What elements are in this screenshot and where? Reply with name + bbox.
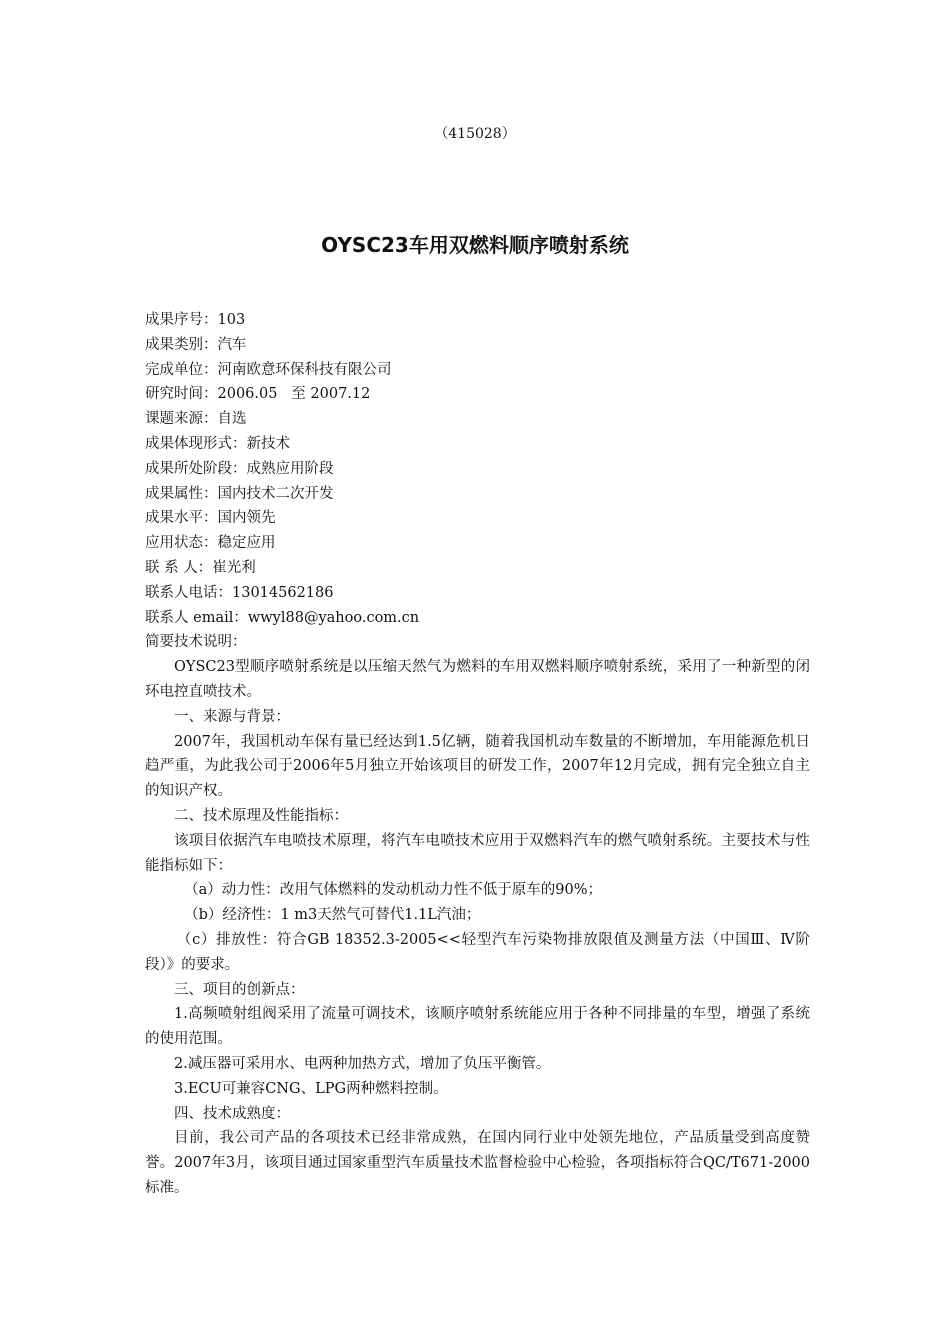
field-project-source: 课题来源：自选 bbox=[145, 411, 247, 428]
field-contact-email: 联系人 email：wwyl88@yahoo.com.cn bbox=[145, 609, 420, 626]
field-contact-phone: 联系人电话：13014562186 bbox=[145, 584, 334, 601]
field-research-period: 研究时间：2006.05 至 2007.12 bbox=[145, 386, 371, 403]
document-body bbox=[145, 308, 810, 1201]
field-organization: 完成单位：河南欧意环保科技有限公司 bbox=[145, 361, 392, 378]
background-paragraph: 2007年，我国机动车保有量已经达到1.5亿辆，随着我国机动车数量的不断增加，车用能源危机日趋严重，为此我公司于2006年5月独立开始该项目的研发工作，2007年12月完成，拥有完全独立自主的知识产权。 bbox=[145, 733, 810, 800]
section-heading-principle: 二、技术原理及性能指标： bbox=[174, 807, 348, 824]
field-brief-description: 简要技术说明： bbox=[145, 634, 247, 651]
principle-paragraph: 该项目依据汽车电喷技术原理，将汽车电喷技术应用于双燃料汽车的燃气喷射系统。主要技术与性能指标如下： bbox=[145, 832, 810, 874]
indicator-power: （a）动力性：改用气体燃料的发动机动力性不低于原车的90%； bbox=[184, 882, 603, 899]
innovation-item-1: 1.高频喷射组阀采用了流量可调技术，该顺序喷射系统能应用于各种不同排量的车型，增强了系统的使用范围。 bbox=[145, 1006, 810, 1048]
field-category: 成果类别：汽车 bbox=[145, 336, 247, 353]
indicator-emission: （c）排放性：符合GB 18352.3-2005<<轻型汽车污染物排放限值及测量方法（中国Ⅲ、Ⅳ阶段）》的要求。 bbox=[145, 931, 810, 973]
field-form: 成果体现形式：新技术 bbox=[145, 435, 290, 452]
field-attribute: 成果属性：国内技术二次开发 bbox=[145, 485, 334, 502]
field-level: 成果水平：国内领先 bbox=[145, 510, 276, 527]
innovation-item-3: 3.ECU可兼容CNG、LPG两种燃料控制。 bbox=[174, 1080, 448, 1097]
maturity-paragraph: 目前，我公司产品的各项技术已经非常成熟，在国内同行业中处领先地位，产品质量受到高度赞誉。2007年3月，该项目通过国家重型汽车质量技术监督检验中心检验，各项指标符合QC/T671-2000标准。 bbox=[145, 1130, 810, 1196]
field-achievement-number: 成果序号：103 bbox=[145, 312, 246, 328]
field-contact-person: 联 系 人：崔光利 bbox=[145, 559, 256, 576]
field-application-status: 应用状态：稳定应用 bbox=[145, 535, 276, 552]
innovation-item-2: 2.减压器可采用水、电两种加热方式，增加了负压平衡管。 bbox=[174, 1055, 551, 1072]
indicator-economy: （b）经济性：1 m3天然气可替代1.1L汽油； bbox=[184, 907, 481, 924]
section-heading-background: 一、来源与背景： bbox=[174, 708, 290, 725]
document-code: （415028） bbox=[434, 126, 516, 142]
section-heading-innovation: 三、项目的创新点： bbox=[174, 981, 305, 998]
document-title: OYSC23车用双燃料顺序喷射系统 bbox=[321, 233, 629, 257]
section-heading-maturity: 四、技术成熟度： bbox=[174, 1105, 290, 1122]
intro-paragraph: OYSC23型顺序喷射系统是以压缩天然气为燃料的车用双燃料顺序喷射系统，采用了一种新型的闭环电控直喷技术。 bbox=[145, 659, 810, 700]
field-stage: 成果所处阶段：成熟应用阶段 bbox=[145, 460, 334, 477]
